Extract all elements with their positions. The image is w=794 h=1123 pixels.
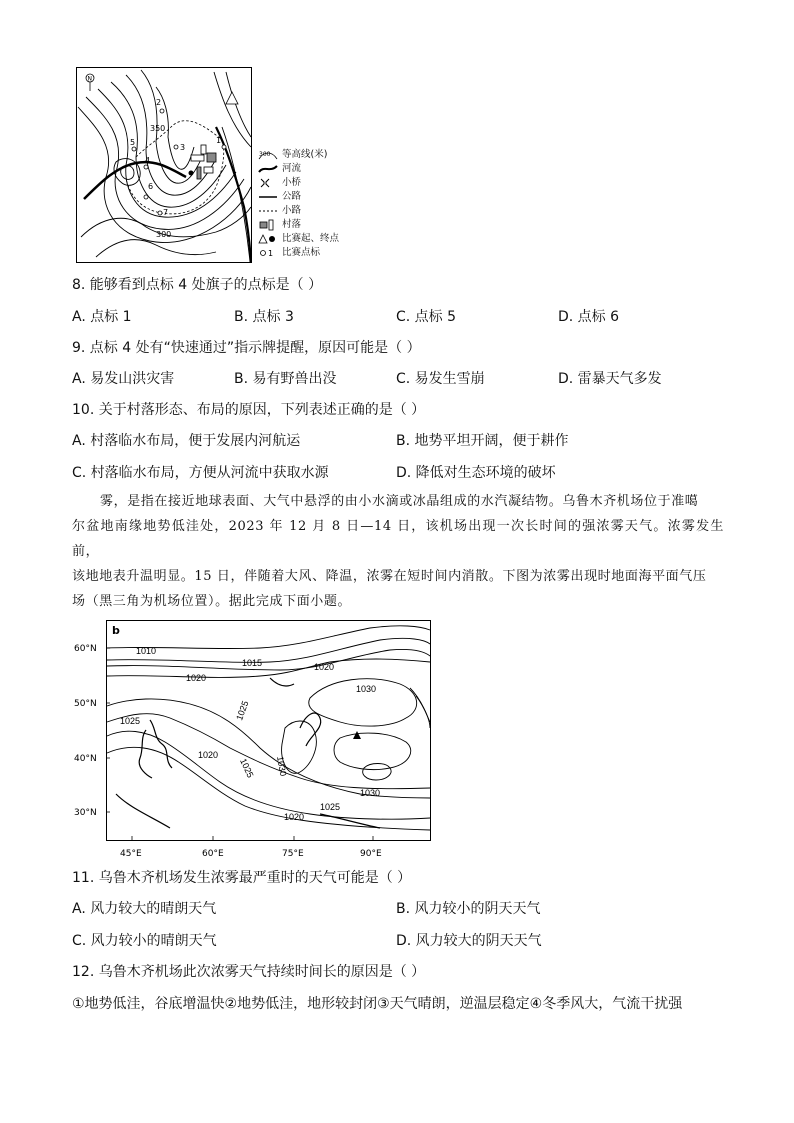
isobar-label: 1020 [198,750,219,760]
q9-option-b: B. 易有野兽出没 [234,371,337,387]
contour-label-300: 300 [156,230,172,239]
legend-village: 村落 [282,219,302,230]
lat-label: 50°N [74,699,97,709]
checkpoint-7: 7 [163,208,169,217]
svg-text:1: 1 [268,249,274,258]
topographic-map [76,67,252,263]
isobar-label: 1020 [284,812,305,822]
lon-label: 45°E [120,849,142,859]
path-icon [258,205,278,217]
isobar-label: 1025 [120,716,141,726]
q9-option-d: D. 雷暴天气多发 [558,371,662,387]
legend-start-end: 比赛起、终点 [282,233,340,244]
checkpoint-3: 3 [180,143,186,152]
legend-bridge: 小桥 [282,177,302,188]
legend-checkpoint: 比赛点标 [282,247,321,258]
map-legend [258,148,339,260]
q11-option-b: B. 风力较小的阴天天气 [396,901,541,917]
north-label: N [87,75,92,83]
contour-icon [258,149,278,161]
lon-label: 90°E [360,849,382,859]
q10-option-c: C. 村落临水布局，方便从河流中获取水源 [72,465,329,481]
isobar-label: 1030 [356,684,377,694]
lat-label: 30°N [74,808,97,818]
lon-label: 60°E [202,849,224,859]
q11-option-c: C. 风力较小的晴朗天气 [72,933,217,949]
legend-river: 河流 [282,163,302,174]
contour-label-350: 350 [150,124,166,133]
lat-label: 40°N [74,754,97,764]
lat-label: 60°N [74,644,97,654]
passage-line: 场（黑三角为机场位置）。据此完成下面小题。 [72,594,352,609]
road-icon [258,191,278,203]
q8-option-a: A. 点标 1 [72,309,132,325]
checkpoint-1: 1 [216,136,222,145]
q9-option-a: A. 易发山洪灾害 [72,371,175,387]
q10-stem: 10. 关于村落形态、布局的原因，下列表述正确的是（ ） [72,402,426,418]
bridge-icon [258,177,278,189]
isobar-label: 1010 [136,646,157,656]
legend-contour: 等高线(米) [282,149,328,160]
q8-option-c: C. 点标 5 [396,309,457,325]
q8-option-d: D. 点标 6 [558,309,620,325]
isobar-label: 1030 [275,755,289,777]
q9-stem: 9. 点标 4 处有“快速通过”指示牌提醒，原因可能是（ ） [72,340,421,356]
q12-options: ①地势低洼，谷底增温快②地势低洼，地形较封闭③天气晴朗，逆温层稳定④冬季风大，气流干扰强 [72,996,683,1012]
village-icon [258,219,278,231]
passage-line: 雾，是指在接近地球表面、大气中悬浮的由小水滴或冰晶组成的水汽凝结物。乌鲁木齐机场位于准噶 [100,494,699,509]
q11-stem: 11. 乌鲁木齐机场发生浓雾最严重时的天气可能是（ ） [72,870,412,886]
reading-passage [72,489,724,614]
isobar-label: 1030 [360,788,381,798]
isobar-label: 1020 [186,673,207,683]
panel-label: b [112,624,120,637]
q8-option-b: B. 点标 3 [234,309,294,325]
svg-text:300: 300 [259,151,271,158]
lon-label: 75°E [282,849,304,859]
river-icon [258,163,278,175]
legend-road: 公路 [282,191,302,202]
q9-option-c: C. 易发生雪崩 [396,371,485,387]
isobar-label: 1025 [238,756,256,780]
q10-option-b: B. 地势平坦开阔，便于耕作 [396,433,569,449]
checkpoint-2: 2 [156,98,162,107]
isobar-label: 1020 [314,662,335,672]
q10-option-a: A. 村落临水布局，便于发展内河航运 [72,433,301,449]
q11-option-d: D. 风力较大的阴天天气 [396,933,542,949]
isobar-label: 1025 [234,699,251,722]
checkpoint-6: 6 [148,182,154,191]
sea-level-pressure-map [70,618,440,862]
passage-line: 尔盆地南缘地势低洼处，2023 年 12 月 8 日—14 日，该机场出现一次长时间的强浓雾天气。浓雾发生前， [72,519,724,559]
q11-option-a: A. 风力较大的晴朗天气 [72,901,217,917]
isobar-label: 1025 [320,802,341,812]
checkpoint-4: 4 [145,156,151,165]
start-end-icon [258,233,278,245]
q10-option-d: D. 降低对生态环境的破坏 [396,465,556,481]
isobar-label: 1015 [242,658,263,668]
passage-line: 该地地表升温明显。15 日，伴随着大风、降温，浓雾在短时间内消散。下图为浓雾出现时地面海平面气压 [72,569,707,584]
q12-stem: 12. 乌鲁木齐机场此次浓雾天气持续时间长的原因是（ ） [72,964,426,980]
q8-stem: 8. 能够看到点标 4 处旗子的点标是（ ） [72,277,323,293]
legend-path: 小路 [282,205,302,216]
checkpoint-icon [258,247,278,259]
checkpoint-5: 5 [130,138,136,147]
